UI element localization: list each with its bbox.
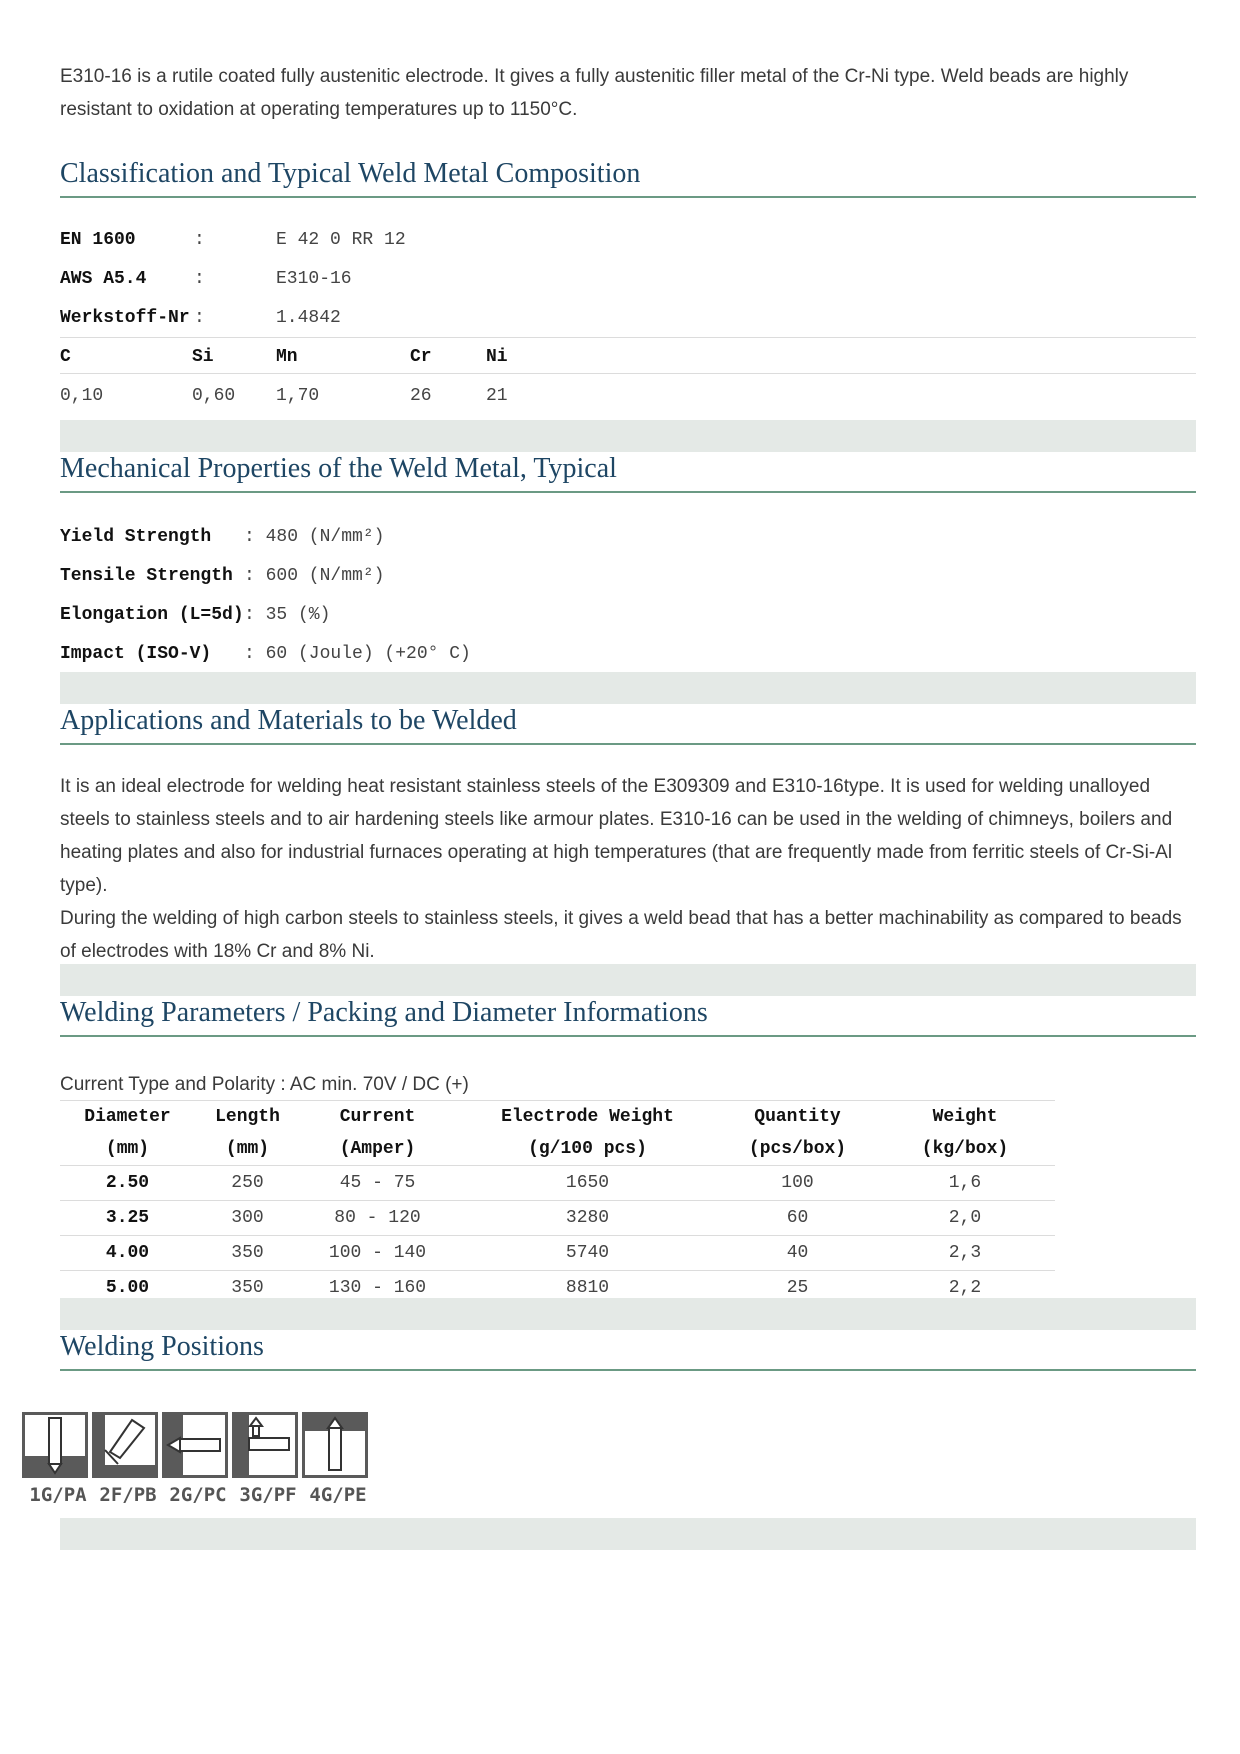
composition-value: 0,10 (60, 386, 104, 406)
composition-value: 0,60 (192, 386, 236, 406)
table-row (60, 1236, 1055, 1271)
classification-value: 1.4842 (276, 308, 341, 328)
intro-text: E310-16 is a rutile coated fully austenitic electrode. It gives a fully austenitic filler metal of the Cr-Ni type. Weld beads are highly resistant to oxidation at operating temperatures up to 1150°C. (60, 66, 1129, 120)
cell-quantity: 25 (720, 1271, 875, 1306)
cell-current: 80 - 120 (300, 1201, 455, 1236)
column-unit: (pcs/box) (720, 1133, 875, 1166)
classification-label: Werkstoff-Nr (60, 308, 190, 328)
classification-sep: : (194, 269, 205, 289)
position-2g-icon (162, 1412, 228, 1478)
position-label: 1G/PA (29, 1484, 87, 1506)
composition-value: 26 (410, 386, 432, 406)
mechanical-value: : 35 (%) (244, 605, 331, 625)
cell-quantity: 40 (720, 1236, 875, 1271)
position-label: 4G/PE (309, 1484, 367, 1506)
cell-quantity: 60 (720, 1201, 875, 1236)
position-label: 3G/PF (239, 1484, 297, 1506)
mechanical-value: : 480 (N/mm²) (244, 527, 385, 547)
classification-label: AWS A5.4 (60, 269, 147, 289)
composition-header: C (60, 347, 71, 367)
table-unit-row (60, 1133, 1055, 1166)
cell-length: 350 (195, 1236, 300, 1271)
cell-length: 250 (195, 1166, 300, 1201)
composition-header: Mn (276, 347, 298, 367)
position-item (22, 1412, 88, 1506)
position-1g-icon (22, 1412, 88, 1478)
applications-paragraph: During the welding of high carbon steels to stainless steels, it gives a weld bead that has a better machinability as compared to beads of electrodes with 18% Cr and 8% Ni. (60, 908, 1182, 962)
cell-quantity: 100 (720, 1166, 875, 1201)
column-unit: (mm) (195, 1133, 300, 1166)
current-type-polarity: Current Type and Polarity : AC min. 70V / DC (+) (60, 1074, 469, 1095)
cell-current: 130 - 160 (300, 1271, 455, 1306)
divider (60, 373, 1196, 374)
column-unit: (mm) (60, 1133, 195, 1166)
cell-diameter: 5.00 (60, 1271, 195, 1306)
applications-paragraph: It is an ideal electrode for welding heat resistant stainless steels of the E309309 and E310-16type. It is used for welding unalloyed steels to stainless steels and to air hardening steels like armour plates. E310-16 can be used in the welding of chimneys, boilers and heating plates and also for industrial furnaces operating at high temperatures (that are frequently made from ferritic steels of Cr-Si-Al type). (60, 776, 1173, 896)
cell-diameter: 4.00 (60, 1236, 195, 1271)
position-label: 2F/PB (99, 1484, 157, 1506)
column-unit: (kg/box) (875, 1133, 1055, 1166)
section-title-positions: Welding Positions (60, 1325, 1196, 1371)
cell-weight: 2,3 (875, 1236, 1055, 1271)
cell-weight: 1,6 (875, 1166, 1055, 1201)
position-4g-icon (302, 1412, 368, 1478)
mechanical-label: Yield Strength (60, 527, 212, 547)
cell-electrode-weight: 1650 (455, 1166, 720, 1201)
column-header: Length (195, 1101, 300, 1134)
cell-current: 100 - 140 (300, 1236, 455, 1271)
cell-electrode-weight: 8810 (455, 1271, 720, 1306)
column-header: Current (300, 1101, 455, 1134)
composition-value: 1,70 (276, 386, 320, 406)
cell-diameter: 2.50 (60, 1166, 195, 1201)
classification-sep: : (194, 308, 205, 328)
table-row (60, 1166, 1055, 1201)
column-header: Electrode Weight (455, 1101, 720, 1134)
position-item (92, 1412, 158, 1506)
mechanical-label: Impact (ISO-V) (60, 644, 212, 664)
section-title-classification: Classification and Typical Weld Metal Composition (60, 152, 1196, 198)
composition-header: Si (192, 347, 214, 367)
classification-label: EN 1600 (60, 230, 136, 250)
cell-weight: 2,2 (875, 1271, 1055, 1306)
classification-sep: : (194, 230, 205, 250)
cell-length: 350 (195, 1271, 300, 1306)
position-item (232, 1412, 298, 1506)
cell-diameter: 3.25 (60, 1201, 195, 1236)
position-item (302, 1412, 368, 1506)
cell-weight: 2,0 (875, 1201, 1055, 1236)
column-header: Weight (875, 1101, 1055, 1134)
cell-current: 45 - 75 (300, 1166, 455, 1201)
classification-value: E 42 0 RR 12 (276, 230, 406, 250)
table-header-row (60, 1101, 1055, 1134)
composition-header: Ni (486, 347, 508, 367)
position-item (162, 1412, 228, 1506)
table-row (60, 1201, 1055, 1236)
position-3g-icon (232, 1412, 298, 1478)
divider (60, 337, 1196, 338)
cell-length: 300 (195, 1201, 300, 1236)
column-header: Diameter (60, 1101, 195, 1134)
composition-value: 21 (486, 386, 508, 406)
column-header: Quantity (720, 1101, 875, 1134)
mechanical-label: Elongation (L=5d) (60, 605, 244, 625)
section-spacer-bar (60, 1518, 1196, 1550)
mechanical-label: Tensile Strength (60, 566, 233, 586)
composition-header: Cr (410, 347, 432, 367)
column-unit: (g/100 pcs) (455, 1133, 720, 1166)
section-title-mechanical: Mechanical Properties of the Weld Metal, Typical (60, 447, 1196, 493)
position-2f-icon (92, 1412, 158, 1478)
parameters-table (60, 1100, 1055, 1306)
classification-value: E310-16 (276, 269, 352, 289)
position-label: 2G/PC (169, 1484, 227, 1506)
cell-electrode-weight: 5740 (455, 1236, 720, 1271)
section-title-parameters: Welding Parameters / Packing and Diameter Informations (60, 991, 1196, 1037)
mechanical-value: : 600 (N/mm²) (244, 566, 385, 586)
column-unit: (Amper) (300, 1133, 455, 1166)
section-title-applications: Applications and Materials to be Welded (60, 699, 1196, 745)
cell-electrode-weight: 3280 (455, 1201, 720, 1236)
mechanical-value: : 60 (Joule) (+20° C) (244, 644, 471, 664)
